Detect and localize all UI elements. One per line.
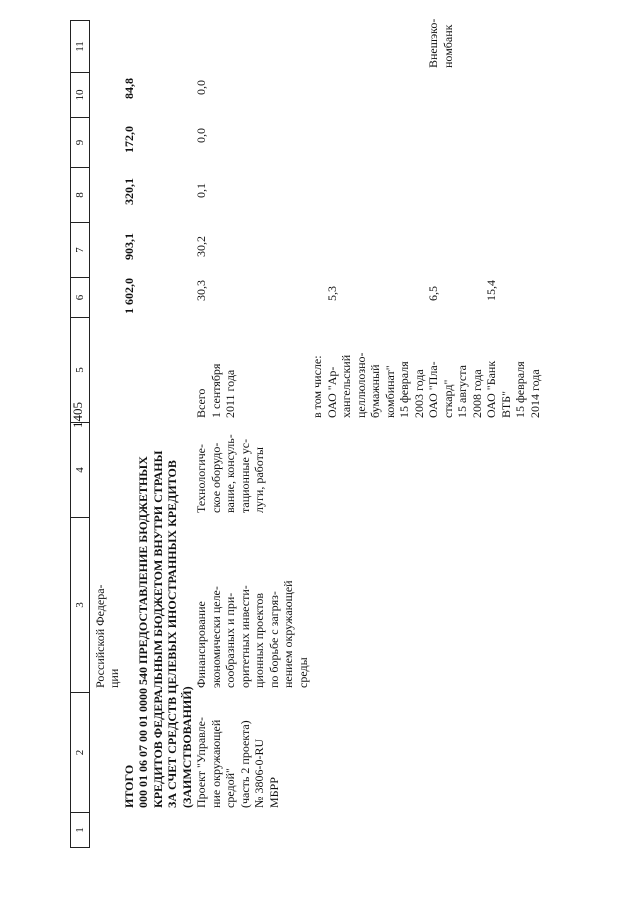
breakdown-item-1-line-3: целлюлозно- — [353, 352, 368, 418]
project-purpose-line-6: по борьбе с загряз- — [266, 591, 281, 688]
breakdown-item-1-line-7: 2003 года — [411, 369, 426, 418]
col-header-3: 3 — [71, 517, 89, 692]
breakdown-item-3-line-3: 15 февраля — [513, 361, 527, 418]
project-purpose-line-8: среды — [295, 657, 310, 688]
breakdown-item-3-line-4: 2014 года — [527, 369, 542, 418]
project-purpose-line-4: оритетных инвести- — [237, 585, 252, 688]
col-header-9: 9 — [71, 117, 89, 167]
project-name-line-5: № 3806-0-RU — [252, 738, 266, 808]
col-header-1: 1 — [71, 812, 89, 847]
project-date-line-3: 2011 года — [223, 369, 237, 418]
project-name-line-6: МБРР — [266, 777, 281, 808]
project-name-line-4: (часть 2 проекта) — [237, 720, 252, 808]
project-name-line-3: средой" — [223, 768, 237, 808]
breakdown-item-3-line-2: ВТБ" — [498, 391, 513, 418]
col-header-8: 8 — [71, 167, 89, 222]
top-fragment-line-1: Российской Федера- — [93, 584, 107, 688]
col-header-10: 10 — [71, 72, 89, 117]
project-name-line-1: Проект "Управле- — [194, 717, 208, 808]
col-header-7: 7 — [71, 222, 89, 277]
total-value-col6: 1 602,0 — [122, 278, 136, 314]
section-heading-line-1: 000 01 06 07 00 01 0000 540 ПРЕДОСТАВЛЕНИЕ БЮДЖЕТНЫХ — [136, 456, 150, 808]
breakdown-item-2-line-1: ОАО "Пла- — [426, 361, 440, 418]
breakdown-intro: в том числе: — [310, 355, 324, 418]
col-header-5: 5 — [71, 317, 89, 422]
top-fragment-line-2: ции — [107, 668, 121, 688]
breakdown-item-3-line-1: ОАО "Банк — [484, 360, 498, 418]
breakdown-item-1-line-2: хангельский — [339, 354, 353, 418]
breakdown-item-2-line-4: 2008 года — [469, 369, 484, 418]
project-items-line-2: ское оборудо- — [208, 442, 223, 513]
col-header-6: 6 — [71, 277, 89, 317]
project-value-col7: 30,2 — [194, 236, 208, 257]
project-items-line-4: тационные ус- — [237, 438, 252, 513]
section-heading-line-3: ЗА СЧЕТ СРЕДСТВ ЦЕЛЕВЫХ ИНОСТРАННЫХ КРЕДИТОВ — [165, 460, 179, 808]
project-value-col10: 0,0 — [194, 80, 208, 95]
rotated-table — [70, 8, 610, 848]
project-purpose-line-3: сообразных и при- — [223, 592, 237, 688]
project-items-line-5: луги, работы — [252, 447, 266, 513]
col-header-2: 2 — [71, 692, 89, 812]
project-purpose-line-5: ционных проектов — [252, 592, 266, 688]
total-value-col8: 320,1 — [122, 178, 136, 205]
col-header-11: 11 — [74, 41, 86, 52]
project-purpose-line-2: экономически целе- — [208, 586, 223, 688]
project-value-col6: 30,3 — [194, 280, 208, 301]
breakdown-item-3-value: 15,4 — [484, 280, 498, 301]
total-label: ИТОГО — [122, 764, 136, 808]
project-date-line-2: 1 сентября — [208, 363, 223, 418]
project-purpose-line-1: Финансирование — [194, 601, 208, 688]
breakdown-item-2-line-2: сткард" — [440, 379, 455, 418]
breakdown-item-2-line-3: 15 августа — [455, 365, 469, 418]
section-heading-line-4: (ЗАИМСТВОВАНИЙ) — [179, 686, 194, 808]
page-number: 1405 — [70, 402, 85, 428]
total-value-col9: 172,0 — [122, 126, 136, 153]
breakdown-item-2-bank-line-1: Внешэко- — [426, 18, 440, 68]
col-header-4: 4 — [71, 422, 89, 517]
total-value-col7: 903,1 — [122, 233, 136, 260]
project-name-line-2: ние окружающей — [208, 719, 223, 808]
project-items-line-1: Технологиче- — [194, 444, 208, 513]
project-value-col9: 0,0 — [194, 128, 208, 143]
project-items-line-3: вание, консуль- — [223, 434, 237, 513]
breakdown-item-1-line-4: бумажный — [368, 364, 382, 418]
project-date-line-1: Всего — [194, 388, 208, 418]
section-heading-line-2: КРЕДИТОВ ФЕДЕРАЛЬНЫМ БЮДЖЕТОМ ВНУТРИ СТРАНЫ — [150, 450, 165, 808]
breakdown-item-1-value: 5,3 — [324, 286, 339, 301]
breakdown-item-2-value: 6,5 — [426, 286, 440, 301]
breakdown-item-1-line-1: ОАО "Ар- — [324, 366, 339, 418]
project-purpose-line-7: нением окружающей — [281, 580, 295, 688]
project-value-col8: 0,1 — [194, 183, 208, 198]
breakdown-item-1-line-5: комбинат" — [382, 365, 397, 418]
column-header-row — [70, 20, 90, 848]
breakdown-item-2-bank-line-2: номбанк — [440, 24, 455, 68]
total-value-col10: 84,8 — [122, 78, 136, 99]
breakdown-item-1-line-6: 15 февраля — [397, 361, 411, 418]
